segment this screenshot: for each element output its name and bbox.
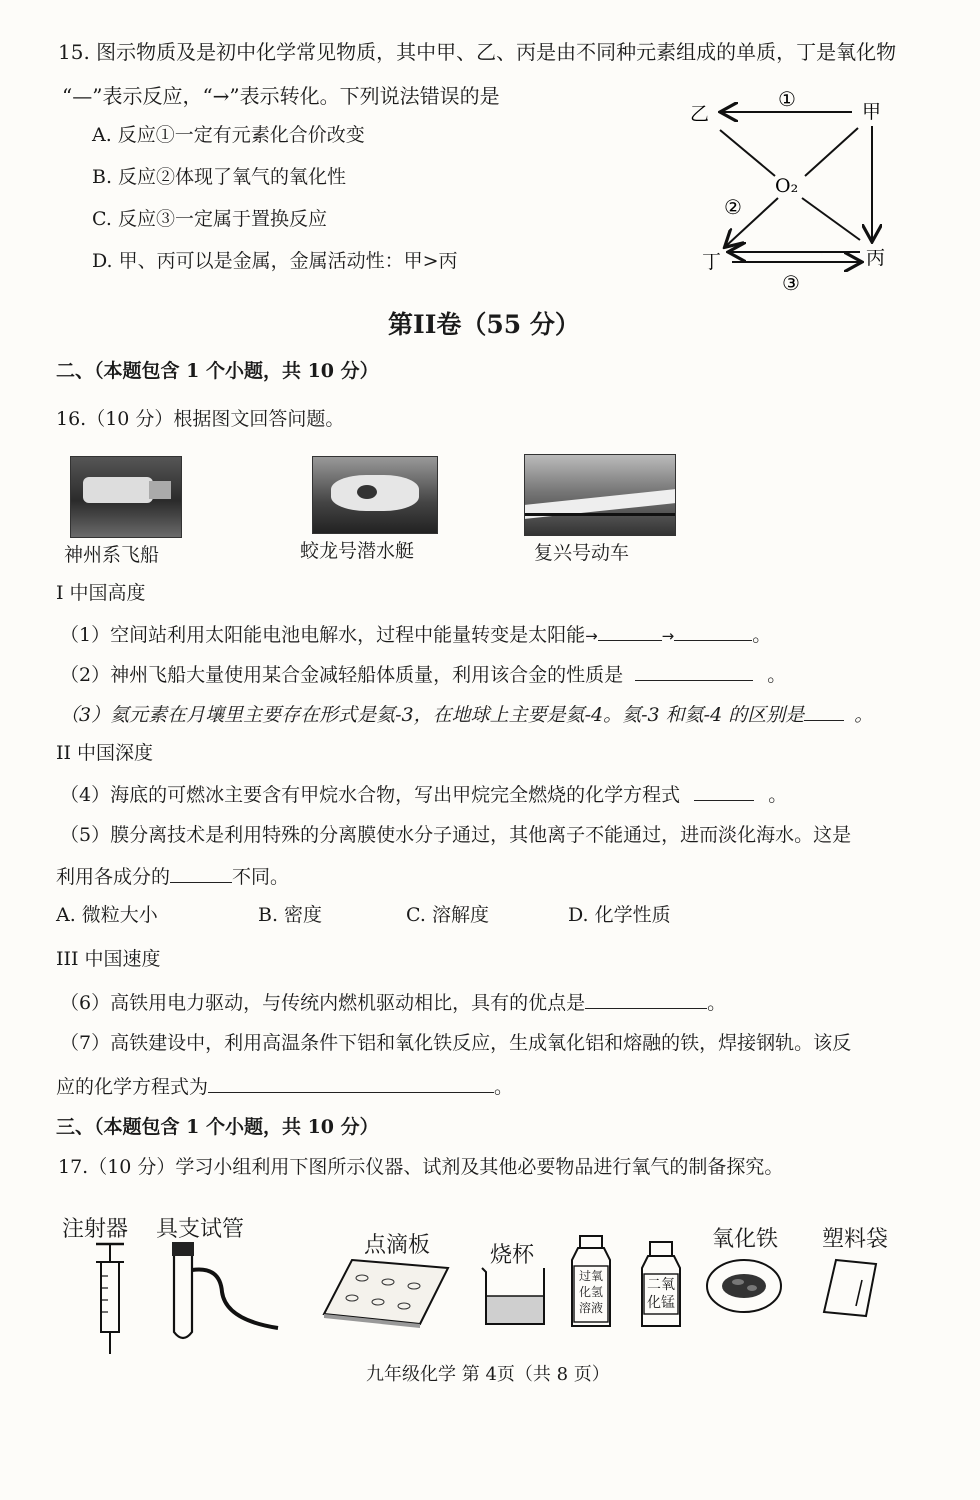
label-beaker: 烧杯	[490, 1243, 535, 1268]
reaction-diagram	[680, 80, 920, 300]
label-spot-plate: 点滴板	[364, 1233, 431, 1258]
photo-fuxing	[524, 454, 676, 536]
section3-header: 三、（本题包含 1 个小题，共 10 分）	[56, 1116, 379, 1138]
q16-2-text: （2）神州飞船大量使用某合金减轻船体质量，利用该合金的性质是	[60, 664, 624, 686]
caption-shenzhou: 神州系飞船	[64, 544, 160, 566]
answer-blank-1b[interactable]	[674, 622, 752, 641]
answer-blank-1a[interactable]	[598, 622, 662, 641]
label-syringe: 注射器	[62, 1217, 129, 1242]
part3-title: III 中国速度	[56, 948, 161, 970]
q15-stem-line2: “—”表示反应，“→”表示转化。下列说法错误的是	[62, 84, 500, 108]
iron-oxide-dish-icon	[704, 1256, 784, 1316]
q16-5-option-c: C. 溶解度	[406, 904, 489, 926]
period: 。	[752, 624, 772, 646]
q15-option-c: C. 反应③一定属于置换反应	[92, 208, 327, 230]
line-yi-o2	[720, 130, 775, 176]
period: 。	[494, 1076, 514, 1098]
volume-title: 第II卷（55 分）	[388, 310, 580, 339]
q16-5-line2-pre: 利用各成分的	[56, 866, 171, 888]
q16-5-line1: （5）膜分离技术是利用特殊的分离膜使水分子通过，其他离子不能通过，进而淡化海水。这是	[60, 824, 852, 846]
line-jia-o2	[805, 128, 858, 176]
answer-blank-4[interactable]	[694, 782, 754, 801]
label-plastic-bag: 塑料袋	[822, 1227, 889, 1252]
period: 。	[854, 704, 874, 726]
part2-title: II 中国深度	[56, 742, 154, 764]
caption-jiaolong: 蛟龙号潜水艇	[300, 540, 415, 562]
q15-option-b: B. 反应②体现了氧气的氧化性	[92, 166, 347, 188]
section2-header: 二、（本题包含 1 个小题，共 10 分）	[56, 360, 379, 382]
q16-3	[60, 702, 873, 727]
answer-blank-2[interactable]	[635, 662, 753, 681]
label-iron-oxide: 氧化铁	[712, 1227, 779, 1252]
q15-stem-line1: 15. 图示物质及是初中化学常见物质，其中甲、乙、丙是由不同种元素组成的单质，丁是氧化物	[58, 40, 897, 64]
page-footer: 九年级化学 第 4页（共 8 页）	[366, 1364, 610, 1385]
beaker-icon	[478, 1266, 552, 1328]
q16-stem: 16.（10 分）根据图文回答问题。	[56, 408, 345, 430]
q16-7-line2-pre: 应的化学方程式为	[56, 1076, 209, 1098]
plastic-bag-icon	[822, 1256, 880, 1320]
node-jia: 甲	[862, 101, 882, 123]
q16-5-line2-post: 不同。	[232, 866, 290, 888]
period: 。	[707, 992, 727, 1014]
q15-option-d: D. 甲、丙可以是金属，金属活动性：甲>丙	[92, 250, 458, 272]
q17-stem: 17.（10 分）学习小组利用下图所示仪器、试剂及其他必要物品进行氧气的制备探究。	[58, 1156, 784, 1178]
answer-blank-6[interactable]	[585, 990, 707, 1009]
syringe-icon	[90, 1240, 130, 1358]
q16-5-option-b: B. 密度	[258, 904, 323, 926]
q16-4-text: （4）海底的可燃冰主要含有甲烷水合物，写出甲烷完全燃烧的化学方程式	[60, 784, 681, 806]
node-o2: O₂	[775, 175, 799, 197]
q16-2	[60, 662, 786, 687]
answer-blank-3[interactable]	[804, 702, 844, 721]
q15-option-a: A. 反应①一定有元素化合价改变	[92, 124, 365, 146]
q16-5-line2	[56, 864, 289, 889]
line-o2-bing	[802, 198, 860, 240]
caption-fuxing: 复兴号动车	[534, 542, 630, 564]
q16-1	[60, 622, 771, 647]
node-yi: 乙	[690, 103, 710, 125]
answer-blank-5[interactable]	[170, 864, 232, 883]
photo-jiaolong	[312, 456, 438, 534]
period: 。	[768, 784, 788, 806]
q16-5-option-d: D. 化学性质	[568, 904, 671, 926]
q16-1-text: （1）空间站利用太阳能电池电解水，过程中能量转变是太阳能	[60, 624, 586, 646]
q16-4	[60, 782, 787, 807]
label-reaction-3: ③	[782, 271, 800, 295]
q16-7-line1: （7）高铁建设中，利用高温条件下铝和氧化铁反应，生成氧化铝和熔融的铁，焊接钢轨。该反	[60, 1032, 852, 1054]
node-ding: 丁	[702, 251, 722, 273]
label-manganese-dioxide: 二氧化锰	[647, 1277, 675, 1311]
photo-shenzhou	[70, 456, 182, 538]
label-hydrogen-peroxide-solution: 过氧化氢溶液	[578, 1269, 603, 1315]
period: 。	[767, 664, 787, 686]
spot-plate-icon	[322, 1256, 452, 1328]
label-reaction-2: ②	[724, 195, 742, 219]
q16-5-option-a: A. 微粒大小	[56, 904, 158, 926]
answer-blank-7[interactable]	[208, 1074, 494, 1093]
branch-test-tube-icon	[160, 1240, 282, 1348]
q16-6-text: （6）高铁用电力驱动，与传统内燃机驱动相比，具有的优点是	[60, 992, 586, 1014]
node-bing: 丙	[866, 247, 886, 269]
arrow-glyph: →	[661, 627, 675, 645]
q16-7-line2	[56, 1074, 513, 1099]
label-branch-test-tube: 具支试管	[156, 1217, 245, 1242]
arrow-glyph: →	[585, 627, 598, 645]
q16-6	[60, 990, 726, 1015]
part1-title: I 中国高度	[56, 582, 146, 604]
q16-3-text: （3）氦元素在月壤里主要存在形式是氦-3，在地球上主要是氦-4。氦-3 和氦-4 的区别是	[60, 704, 805, 726]
label-reaction-1: ①	[778, 87, 796, 111]
